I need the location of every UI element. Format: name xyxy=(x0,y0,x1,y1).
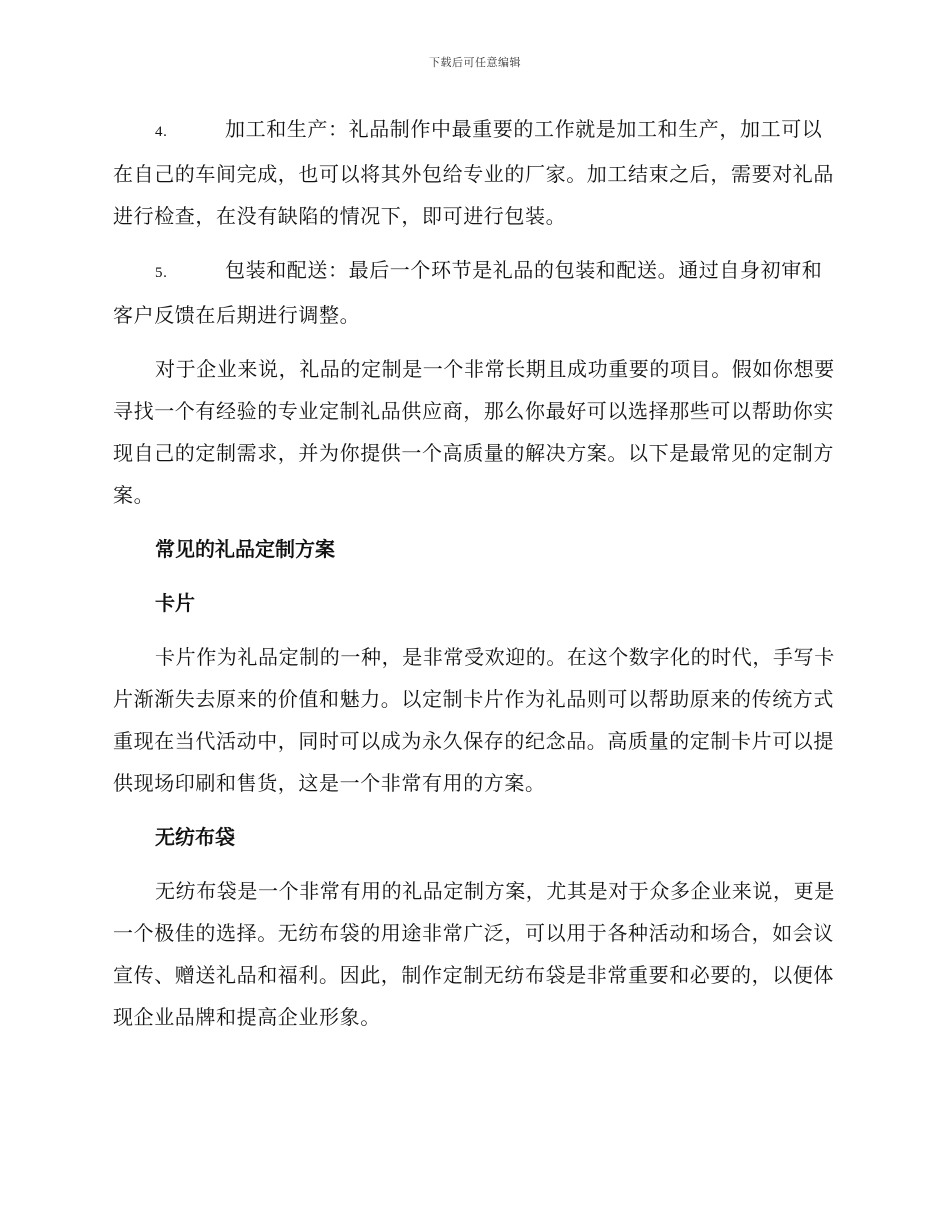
intro-paragraph: 对于企业来说，礼品的定制是一个非常长期且成功重要的项目。假如你想要寻找一个有经验的专业定制礼品供应商，那么你最好可以选择那些可以帮助你实现自己的定制需求，并为你提供一个高质量的解决方案。以下是最常见的定制方案。 xyxy=(113,357,835,507)
section-heading: 常见的礼品定制方案 xyxy=(155,537,335,561)
card-paragraph: 卡片作为礼品定制的一种，是非常受欢迎的。在这个数字化的时代，手写卡片渐渐失去原来的价值和魅力。以定制卡片作为礼品则可以帮助原来的传统方式重现在当代活动中，同时可以成为永久保存的纪念品。高质量的定制卡片可以提供现场印刷和售货，这是一个非常有用的方案。 xyxy=(113,645,835,795)
document-body xyxy=(113,108,835,1050)
bag-paragraph: 无纺布袋是一个非常有用的礼品定制方案，尤其是对于众多企业来说，更是一个极佳的选择。无纺布袋的用途非常广泛，可以用于各种活动和场合，如会议宣传、赠送礼品和福利。因此，制作定制无纺布袋是非常重要和必要的，以便体现企业品牌和提高企业形象。 xyxy=(113,879,835,1029)
list-item-4 xyxy=(113,108,835,237)
list-item-5 xyxy=(113,249,835,336)
page-header: 下载后可任意编辑 xyxy=(429,56,521,69)
list-number: 5. xyxy=(155,265,168,281)
card-heading: 卡片 xyxy=(155,591,195,615)
list-text: 包装和配送：最后一个环节是礼品的包装和配送。通过自身初审和客户反馈在后期进行调整。 xyxy=(113,258,823,327)
list-number: 4. xyxy=(155,124,168,140)
bag-heading: 无纺布袋 xyxy=(155,825,235,849)
list-text: 加工和生产：礼品制作中最重要的工作就是加工和生产，加工可以在自己的车间完成，也可以将其外包给专业的厂家。加工结束之后，需要对礼品进行检查，在没有缺陷的情况下，即可进行包装。 xyxy=(113,117,834,228)
